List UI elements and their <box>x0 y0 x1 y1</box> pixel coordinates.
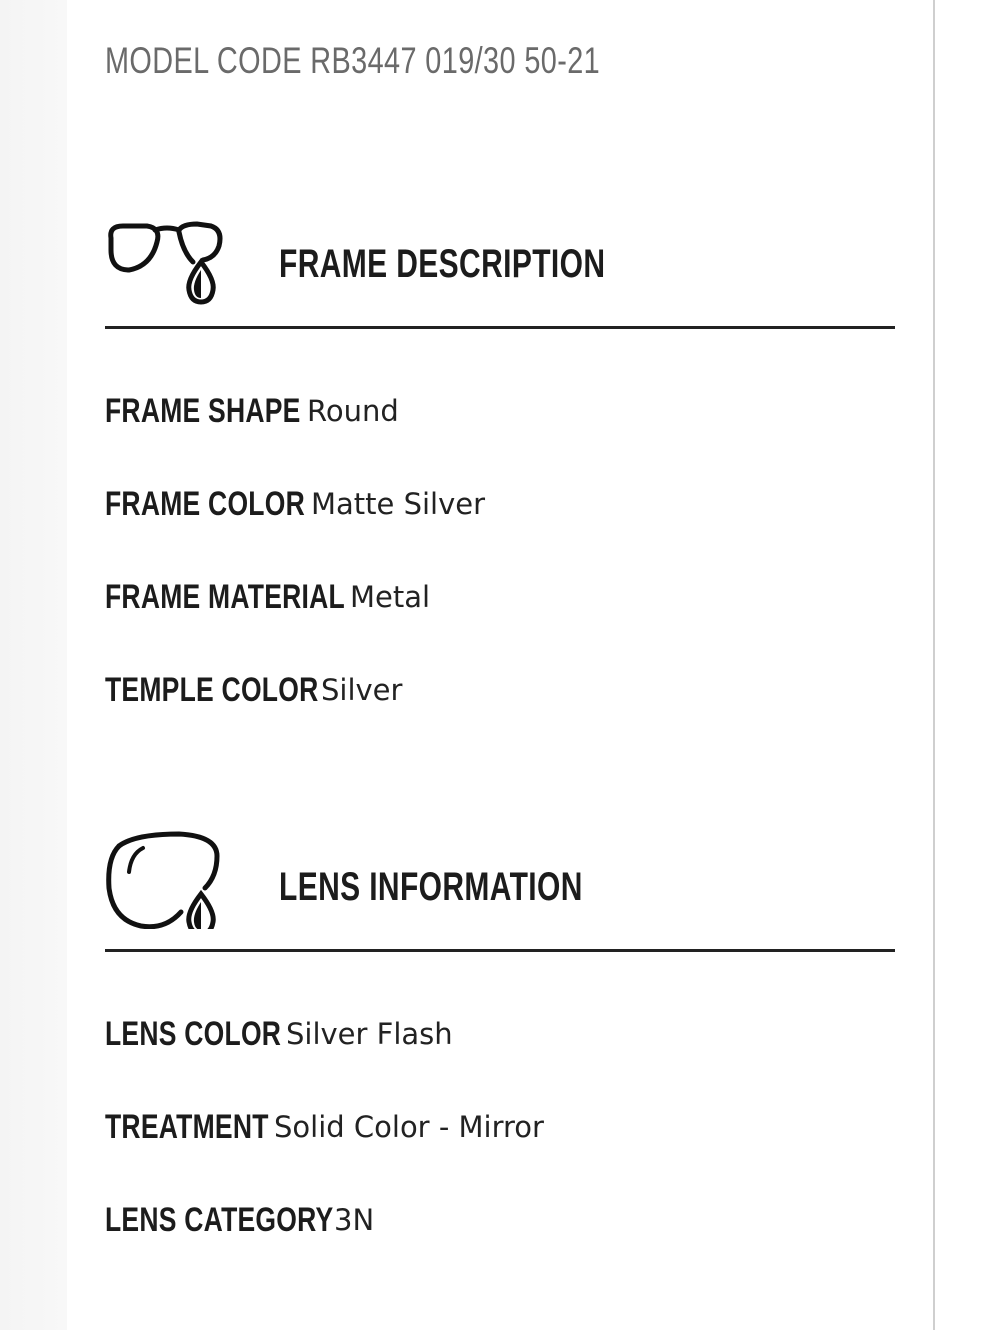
aviator-glasses-drop-icon <box>105 216 225 306</box>
lens-information-title: LENS INFORMATION <box>279 865 583 909</box>
spec-label: LENS CATEGORY <box>105 1201 334 1239</box>
spec-label: TEMPLE COLOR <box>105 671 319 709</box>
frame-description-header <box>105 216 895 329</box>
frame-description-title: FRAME DESCRIPTION <box>279 242 606 286</box>
spec-value: Solid Color - Mirror <box>274 1110 544 1144</box>
spec-value: Silver Flash <box>286 1017 453 1051</box>
spec-row-lens-color <box>105 1015 453 1055</box>
spec-row-lens-category <box>105 1201 398 1241</box>
specs-panel <box>67 0 933 1330</box>
spec-row-temple-color <box>105 671 403 711</box>
spec-row-frame-shape <box>105 392 399 432</box>
spec-value: Metal <box>350 580 431 614</box>
spec-label: FRAME MATERIAL <box>105 578 345 616</box>
left-gutter <box>0 0 67 1330</box>
spec-row-treatment <box>105 1108 544 1148</box>
spec-value: Round <box>307 394 399 428</box>
spec-value: Matte Silver <box>311 487 486 521</box>
spec-label: FRAME SHAPE <box>105 392 301 430</box>
spec-label: TREATMENT <box>105 1108 269 1146</box>
lens-information-header <box>105 839 895 952</box>
spec-label: FRAME COLOR <box>105 485 305 523</box>
lens-drop-icon <box>105 817 225 929</box>
spec-row-frame-material <box>105 578 431 618</box>
spec-row-frame-color <box>105 485 486 525</box>
spec-value: Silver <box>321 673 403 707</box>
model-code: MODEL CODE RB3447 019/30 50-21 <box>105 40 601 81</box>
spec-label: LENS COLOR <box>105 1015 282 1053</box>
right-gutter <box>933 0 1000 1330</box>
spec-value: 3N <box>334 1203 375 1237</box>
